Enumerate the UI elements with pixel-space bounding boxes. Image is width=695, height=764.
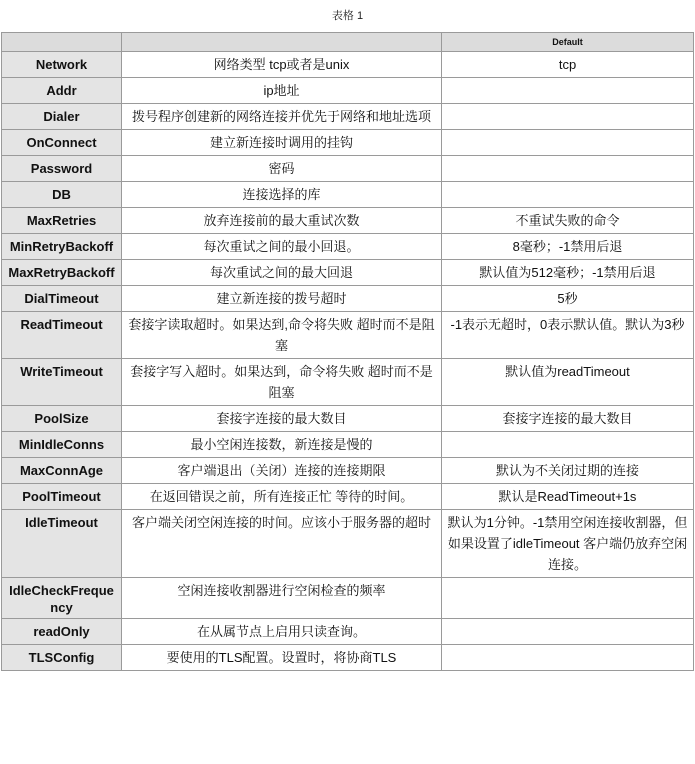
option-description: 拨号程序创建新的网络连接并优先于网络和地址选项 [122,104,442,130]
option-name: Password [2,156,122,182]
option-name: Network [2,52,122,78]
option-name: MinIdleConns [2,432,122,458]
option-description: 在返回错误之前，所有连接正忙 等待的时间。 [122,484,442,510]
option-description: 每次重试之间的最大回退 [122,260,442,286]
header-name [2,33,122,52]
table-row [2,182,694,208]
table-row [2,260,694,286]
option-name: OnConnect [2,130,122,156]
options-table [1,32,694,671]
option-name: IdleTimeout [2,510,122,578]
option-description: ip地址 [122,78,442,104]
option-description: 在从属节点上启用只读查询。 [122,619,442,645]
table-row [2,312,694,359]
table-row [2,104,694,130]
table-row [2,52,694,78]
header-description [122,33,442,52]
table-row [2,484,694,510]
option-default [442,645,694,671]
table-row [2,286,694,312]
option-description: 每次重试之间的最小回退。 [122,234,442,260]
option-name: PoolSize [2,406,122,432]
option-description: 建立新连接的拨号超时 [122,286,442,312]
option-description: 套接字连接的最大数目 [122,406,442,432]
option-description: 网络类型 tcp或者是unix [122,52,442,78]
table-caption: 表格 1 [331,10,364,22]
option-description: 空闲连接收割器进行空闲检查的频率 [122,578,442,619]
option-description: 密码 [122,156,442,182]
option-description: 套接字写入超时。如果达到，命令将失败 超时而不是阻塞 [122,359,442,406]
table-row [2,578,694,619]
option-name: ReadTimeout [2,312,122,359]
option-description: 套接字读取超时。如果达到,命令将失败 超时而不是阻塞 [122,312,442,359]
option-default [442,619,694,645]
table-row [2,406,694,432]
option-default [442,578,694,619]
option-name: MinRetryBackoff [2,234,122,260]
option-default [442,182,694,208]
option-default [442,104,694,130]
option-default: 8毫秒；-1禁用后退 [442,234,694,260]
option-name: TLSConfig [2,645,122,671]
option-name: WriteTimeout [2,359,122,406]
table-row [2,619,694,645]
table-row [2,432,694,458]
option-name: IdleCheckFrequency [2,578,122,619]
option-description: 客户端关闭空闲连接的时间。应该小于服务器的超时 [122,510,442,578]
option-default: 默认为1分钟。-1禁用空闲连接收割器，但如果设置了idleTimeout 客户端仍放弃空闲连接。 [442,510,694,578]
option-default: tcp [442,52,694,78]
option-name: Dialer [2,104,122,130]
option-default [442,156,694,182]
option-default: 默认为不关闭过期的连接 [442,458,694,484]
option-description: 连接选择的库 [122,182,442,208]
option-default: -1表示无超时，0表示默认值。默认为3秒 [442,312,694,359]
table-row [2,645,694,671]
option-default: 默认值为readTimeout [442,359,694,406]
option-default [442,130,694,156]
table-row [2,78,694,104]
option-description: 最小空闲连接数，新连接是慢的 [122,432,442,458]
table-row [2,359,694,406]
table-row [2,458,694,484]
option-default: 套接字连接的最大数目 [442,406,694,432]
option-description: 客户端退出（关闭）连接的连接期限 [122,458,442,484]
option-name: MaxRetries [2,208,122,234]
option-description: 放弃连接前的最大重试次数 [122,208,442,234]
table-row [2,510,694,578]
option-default [442,432,694,458]
option-default: 默认值为512毫秒；-1禁用后退 [442,260,694,286]
option-default: 不重试失败的命令 [442,208,694,234]
table-row [2,234,694,260]
option-name: Addr [2,78,122,104]
option-name: readOnly [2,619,122,645]
option-default [442,78,694,104]
option-name: MaxConnAge [2,458,122,484]
table-header-row [2,33,694,52]
table-row [2,156,694,182]
option-description: 要使用的TLS配置。设置时，将协商TLS [122,645,442,671]
option-name: DB [2,182,122,208]
option-default: 5秒 [442,286,694,312]
table-row [2,208,694,234]
option-name: PoolTimeout [2,484,122,510]
table-row [2,130,694,156]
header-default: Default [442,33,694,52]
option-default: 默认是ReadTimeout+1s [442,484,694,510]
option-description: 建立新连接时调用的挂钩 [122,130,442,156]
option-name: MaxRetryBackoff [2,260,122,286]
option-name: DialTimeout [2,286,122,312]
